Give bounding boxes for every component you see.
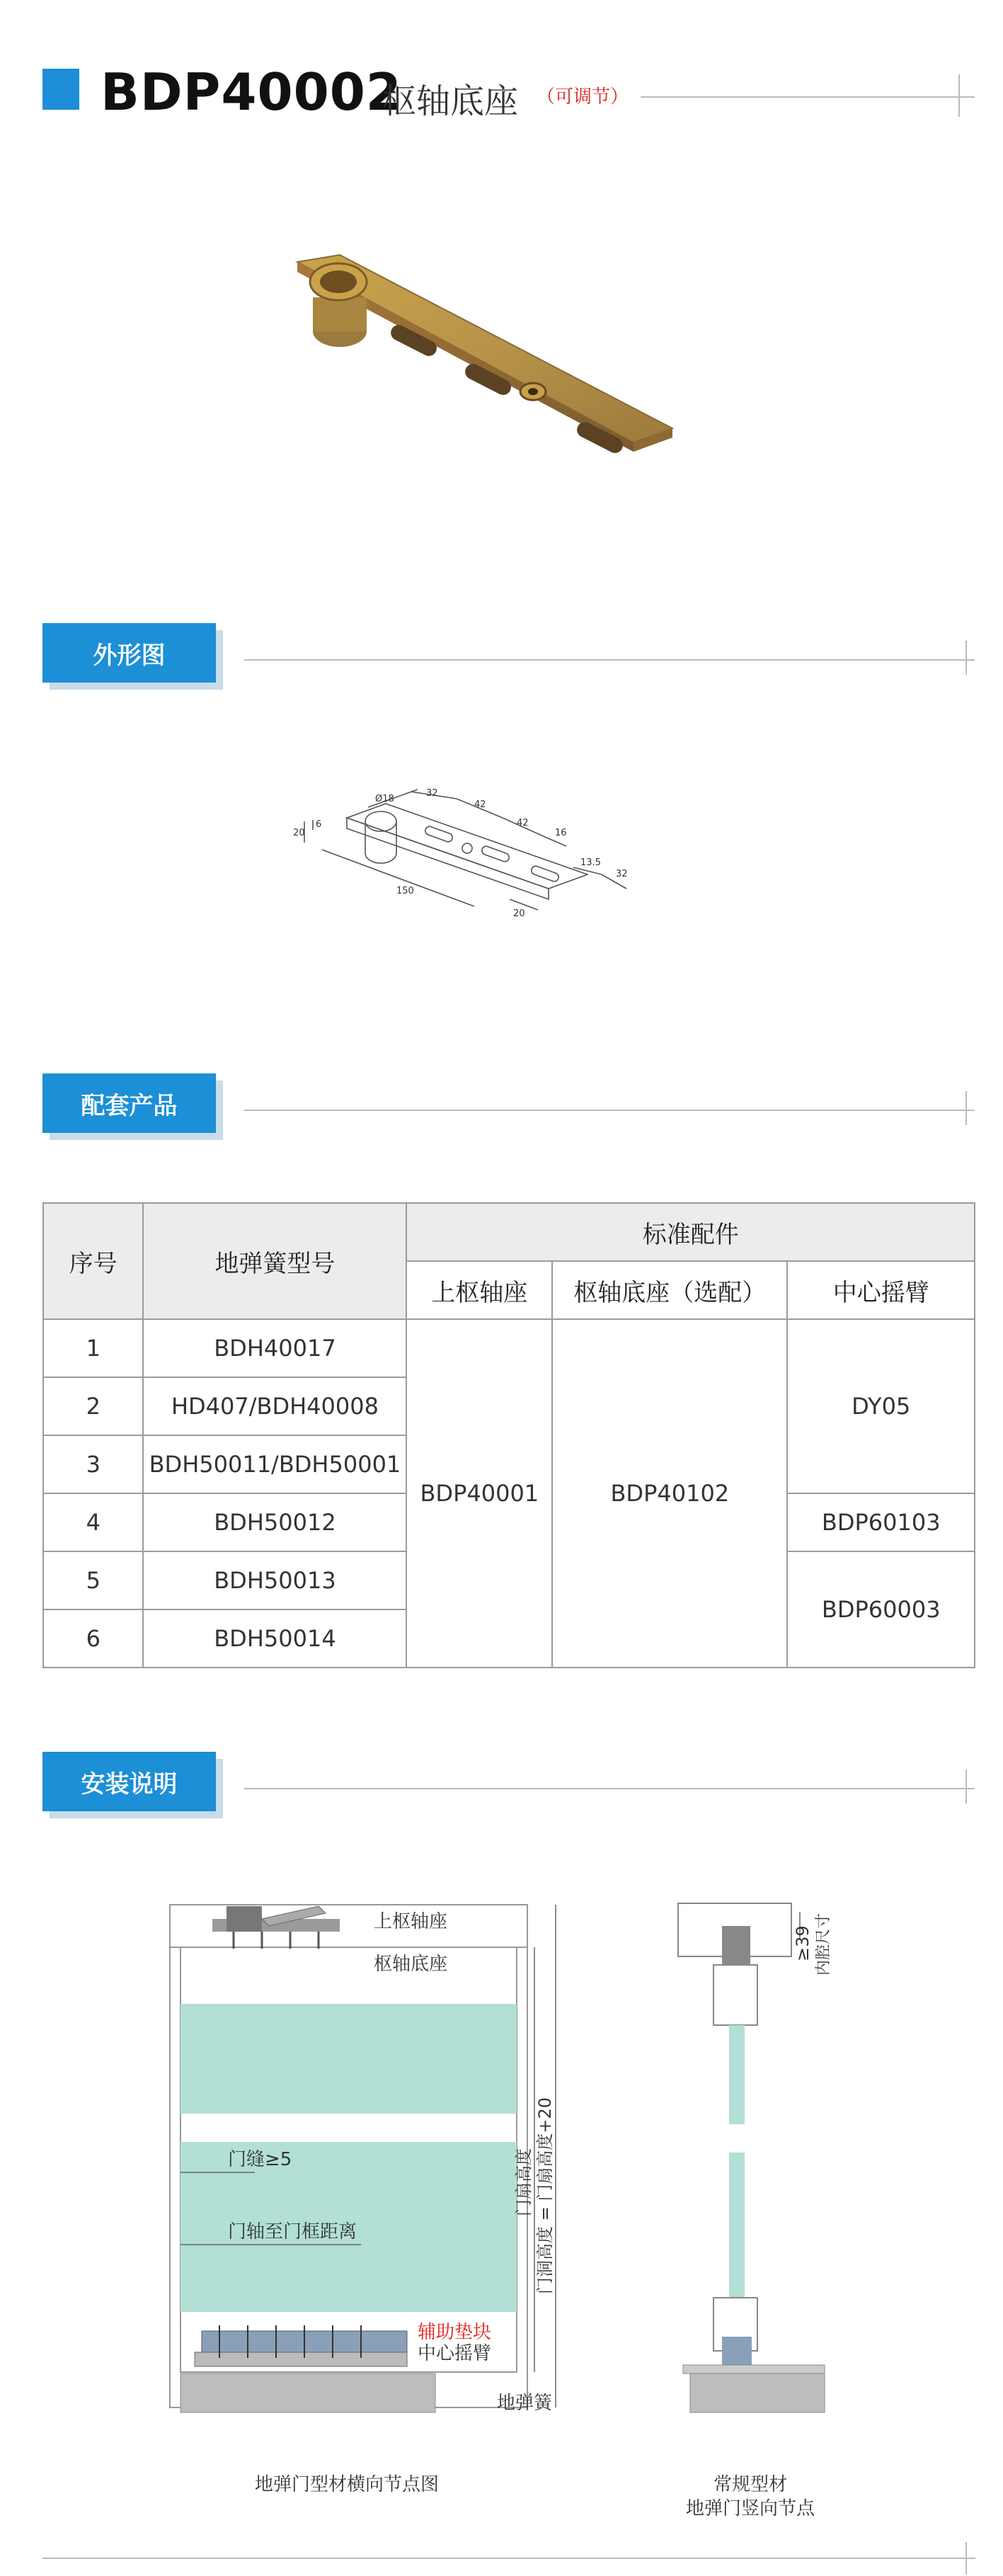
drawing-slot-3 xyxy=(530,865,560,883)
section-tick-appearance xyxy=(965,641,967,675)
aux-block-section xyxy=(722,2337,752,2365)
header-standard-parts: 标准配件 xyxy=(406,1203,975,1261)
label-opening-height: 门洞高度 = 门扇高度+20 xyxy=(535,2097,555,2294)
cell-index: 1 xyxy=(43,1319,143,1377)
cell-model: BDH50014 xyxy=(143,1609,406,1668)
label-inner-cavity: 内腔尺寸 xyxy=(815,1913,832,1976)
dim-16: 16 xyxy=(555,828,567,838)
table-row xyxy=(43,1319,975,1377)
label-aux-block: 辅助垫块 xyxy=(418,2322,492,2343)
footer-rule xyxy=(42,2558,975,2559)
drawing-bushing xyxy=(365,811,396,831)
dim-32: 32 xyxy=(426,788,438,799)
cell-index: 2 xyxy=(43,1377,143,1435)
center-arm xyxy=(195,2352,407,2366)
install-diagram-horizontal xyxy=(163,1898,616,2422)
floor-spring-body xyxy=(180,2373,435,2412)
drawing-collar xyxy=(365,821,396,863)
section-rule-products xyxy=(244,1110,975,1111)
floor-spring-section xyxy=(690,2373,825,2412)
center-arm-section xyxy=(683,2365,825,2373)
label-top-pivot: 上枢轴座 xyxy=(374,1911,448,1932)
dim-line-150 xyxy=(322,850,474,906)
label-center-arm: 中心摇臂 xyxy=(418,2343,492,2364)
dimension-drawing xyxy=(269,786,708,963)
drawing-plate-side xyxy=(347,818,549,899)
section-rule-install xyxy=(244,1788,975,1789)
dim-32b: 32 xyxy=(616,869,628,879)
section-tag-install: 安装说明 xyxy=(42,1752,216,1811)
cell-top-pivot: BDP40001 xyxy=(406,1319,552,1668)
dim-6: 6 xyxy=(316,819,322,830)
label-door-height: 门扇高度 xyxy=(514,2148,534,2216)
caption-vertical-2: 地弹门竖向节点 xyxy=(685,2498,815,2519)
cell-model: HD407/BDH40008 xyxy=(143,1377,406,1435)
label-gap: 门缝≥5 xyxy=(228,2149,292,2170)
product-note: （可调节） xyxy=(537,86,629,108)
cell-arm-bdp60003: BDP60003 xyxy=(787,1551,975,1668)
cell-index: 6 xyxy=(43,1609,143,1668)
label-floor-spring: 地弹簧 xyxy=(497,2393,553,2414)
glass-section-upper xyxy=(729,2025,745,2124)
header-model: 地弹簧型号 xyxy=(143,1203,406,1319)
label-bottom-pivot: 枢轴底座 xyxy=(374,1954,448,1975)
label-axis-distance: 门轴至门框距离 xyxy=(228,2221,357,2242)
cell-model: BDH50011/BDH50001 xyxy=(143,1435,406,1493)
footer-tick xyxy=(965,2542,967,2575)
cell-arm-dy05: DY05 xyxy=(787,1319,975,1493)
glass-panel-upper xyxy=(180,2004,517,2114)
section-rule-appearance xyxy=(244,659,975,661)
drawing-slot-2 xyxy=(481,845,510,863)
cell-bottom-pivot: BDP40102 xyxy=(552,1319,787,1668)
section-tick-install xyxy=(965,1769,967,1803)
drawing-plate-top xyxy=(347,804,588,889)
caption-horizontal: 地弹门型材横向节点图 xyxy=(254,2474,439,2495)
section-tag-appearance: 外形图 xyxy=(42,623,216,683)
section-tick-products xyxy=(965,1091,967,1125)
dim-13-5: 13.5 xyxy=(580,857,601,868)
collar-body xyxy=(313,297,367,331)
table-header-row xyxy=(43,1203,975,1261)
dim-42a: 42 xyxy=(474,799,486,810)
top-pivot-block xyxy=(227,1906,262,1932)
drawing-hole xyxy=(462,843,472,853)
product-code: BDP40002 xyxy=(101,62,402,122)
cell-index: 4 xyxy=(43,1493,143,1551)
cell-model: BDH40017 xyxy=(143,1319,406,1377)
top-pivot-section xyxy=(722,1926,750,1965)
install-diagram-vertical xyxy=(672,1898,856,2422)
product-name: 枢轴底座 xyxy=(382,81,519,121)
subheader-top-pivot: 上枢轴座 xyxy=(406,1261,552,1319)
dim-42b: 42 xyxy=(517,818,529,828)
header-tick xyxy=(958,74,960,117)
bushing-hole xyxy=(320,270,357,293)
product-photo xyxy=(255,241,694,503)
dim-20: 20 xyxy=(293,828,305,838)
cell-index: 3 xyxy=(43,1435,143,1493)
caption-vertical-1: 常规型材 xyxy=(713,2474,787,2495)
dim-150: 150 xyxy=(396,886,414,896)
compatible-products-table xyxy=(42,1202,975,1668)
header-index: 序号 xyxy=(43,1203,143,1319)
glass-section-lower xyxy=(729,2153,745,2312)
cell-index: 5 xyxy=(43,1551,143,1609)
cell-model: BDH50012 xyxy=(143,1493,406,1551)
cell-model: BDH50013 xyxy=(143,1551,406,1609)
countersunk-center xyxy=(528,388,538,395)
label-min-39: ≥39 xyxy=(793,1925,813,1961)
subheader-bottom-pivot: 枢轴底座（选配） xyxy=(552,1261,787,1319)
upper-rail-profile xyxy=(713,1965,757,2025)
header-rule xyxy=(641,96,975,98)
title-marker xyxy=(42,69,79,110)
dim-20b: 20 xyxy=(513,908,525,919)
subheader-arm: 中心摇臂 xyxy=(787,1261,975,1319)
drawing-slot-1 xyxy=(424,826,454,843)
dim-d18: Ø18 xyxy=(375,794,394,804)
cell-arm-bdp60103: BDP60103 xyxy=(787,1493,975,1551)
section-tag-products: 配套产品 xyxy=(42,1073,216,1133)
